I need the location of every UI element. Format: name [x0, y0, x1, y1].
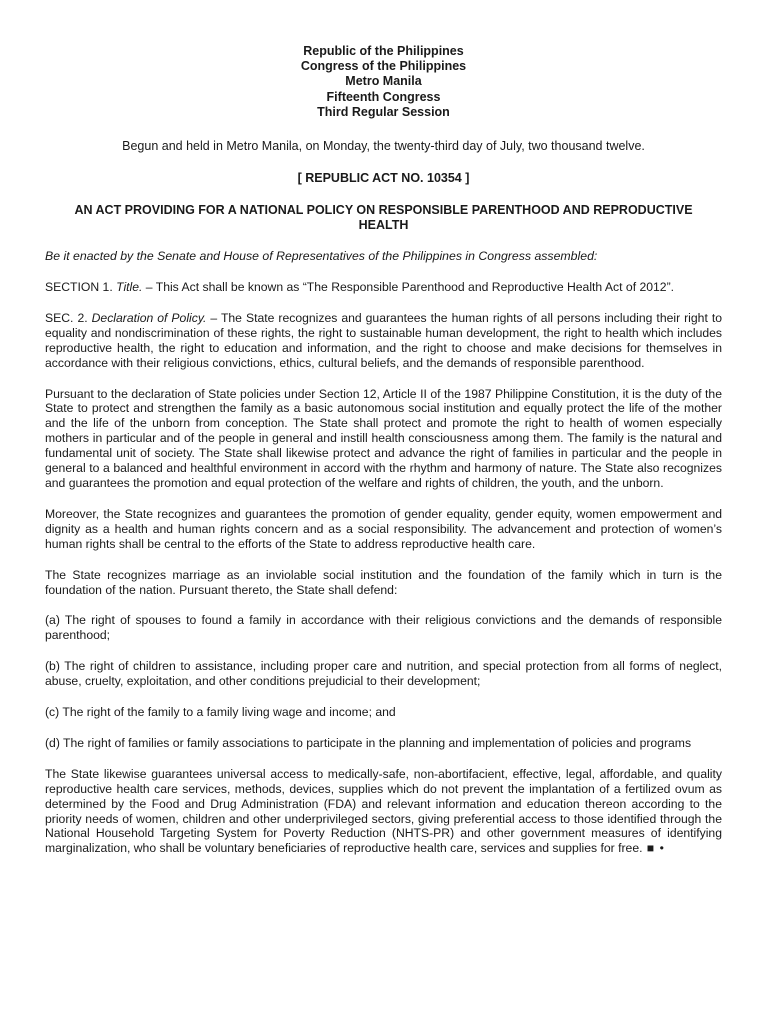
clause-c: (c) The right of the family to a family living wage and income; and	[45, 705, 396, 720]
paragraph-marriage: The State recognizes marriage as an inviolable social institution and the foundation of the family which in turn is the foundation of the nation. Pursuant thereto, the State shall defend:	[45, 567, 722, 597]
end-mark: ■ •	[642, 841, 665, 856]
section-2-text: – The State recognizes and guarantees the human rights of all persons including their right to equality and nondiscrimination of these rights, the right to sustainable human development, the right to health which includes reproductive health, the right to education and information, and the right to choose and make decisions for themselves in accordance with their religious convictions, ethics, cultural beliefs, and the demands of responsible parenthood.	[45, 310, 722, 370]
clause-a: (a) The right of spouses to found a family in accordance with their religious convictions and the demands of responsible parenthood;	[45, 613, 722, 643]
enacting-clause: Be it enacted by the Senate and House of Representatives of the Philippines in Congress assembled:	[45, 249, 598, 264]
header-session: Third Regular Session	[317, 104, 450, 119]
header-congress: Congress of the Philippines	[300, 59, 467, 74]
clause-b: (b) The right of children to assistance, including proper care and nutrition, and special protection from all forms of neglect, abuse, cruelty, exploitation, and other conditions prejudicial to their development;	[45, 659, 722, 689]
section-2	[45, 311, 722, 371]
section-1	[45, 280, 722, 295]
section-1-label: SECTION 1.	[45, 280, 117, 295]
clause-d: (d) The right of families or family associations to participate in the planning and implementation of policies and programs	[45, 735, 692, 750]
republic-act-number: [ REPUBLIC ACT NO. 10354 ]	[297, 171, 470, 186]
universal-access-text: The State likewise guarantees universal access to medically-safe, non-abortifacient, effective, legal, affordable, and quality reproductive health care services, methods, devices, supplies which do not prevent the implantation of a fertilized ovum as determined by the Food and Drug Administration (FDA) and relevant information and education thereon according to the priority needs of women, children and other underprivileged sectors, giving preferential access to those identified through the National Household Targeting System for Poverty Reduction (NHTS-PR) and other government measures of identifying marginalization, who shall be voluntary beneficiaries of reproductive health care, services and supplies for free.	[45, 766, 722, 856]
header-congress-number: Fifteenth Congress	[326, 89, 441, 104]
act-title: AN ACT PROVIDING FOR A NATIONAL POLICY ON RESPONSIBLE PARENTHOOD AND REPRODUCTIVE HEALTH	[74, 203, 693, 233]
document-body	[45, 44, 722, 856]
paragraph-universal-access	[45, 767, 722, 856]
section-2-label: SEC. 2.	[45, 310, 92, 325]
section-1-text: – This Act shall be known as “The Responsible Parenthood and Reproductive Health Act of 2012”.	[142, 280, 675, 295]
section-2-title: Declaration of Policy.	[91, 310, 207, 325]
paragraph-constitution: Pursuant to the declaration of State policies under Section 12, Article II of the 1987 Philippine Constitution, it is the duty of the State to protect and strengthen the family as a basic autonomous social institution and equally protect the life of the mother and the life of the unborn from conception. The State shall protect and promote the right to health of women especially mothers in particular and of the people in general and instill health consciousness among them. The family is the natural and fundamental unit of society. The State shall likewise protect and advance the right of families in particular and the people in general to a balanced and healthful environment in accord with the rhythm and harmony of nature. The State also recognizes and guarantees the promotion and equal protection of the welfare and rights of children, the youth, and the unborn.	[45, 386, 722, 490]
section-1-title: Title.	[116, 280, 143, 295]
begun-statement: Begun and held in Metro Manila, on Monday, the twenty-third day of July, two thousand twelve.	[122, 139, 645, 154]
header-republic: Republic of the Philippines	[303, 44, 464, 58]
header-location: Metro Manila	[345, 74, 422, 89]
document-header	[45, 44, 722, 120]
paragraph-gender-equality: Moreover, the State recognizes and guarantees the promotion of gender equality, gender equity, women empowerment and dignity as a health and human rights concern and as a social responsibility. The advancement and protection of women’s human rights shall be central to the efforts of the State to address reproductive health care.	[45, 506, 722, 551]
